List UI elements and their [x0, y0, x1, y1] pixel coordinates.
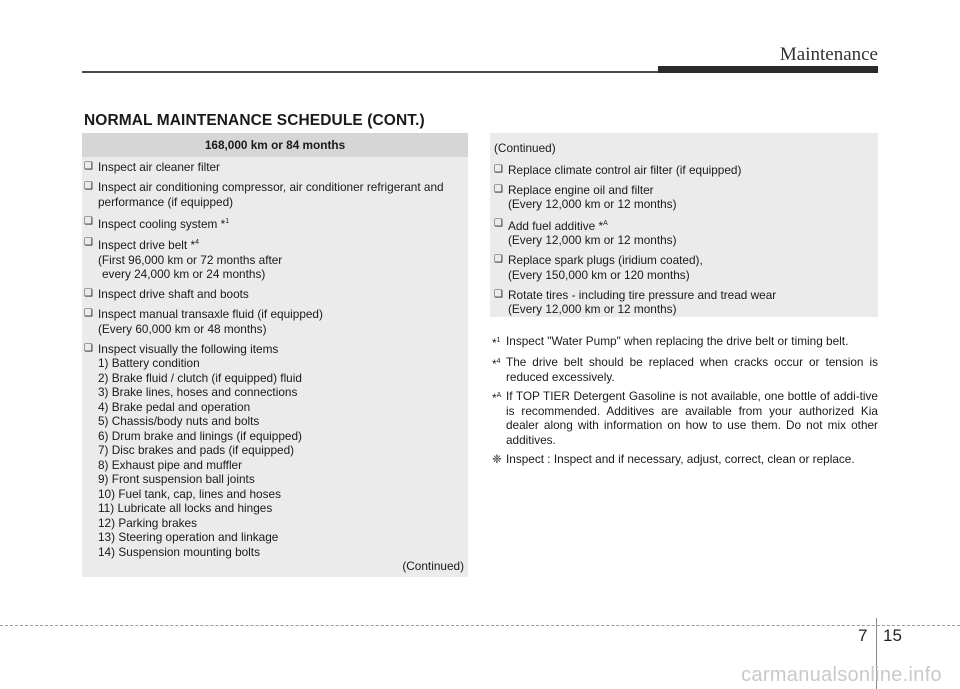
footnote-ref: 1: [496, 337, 501, 344]
page-number: 15: [883, 626, 902, 645]
continued-label: (Continued): [494, 141, 556, 155]
footnote-ref: A: [603, 220, 608, 227]
list-item: [84, 160, 462, 175]
list-item: [84, 236, 462, 281]
inspect-symbol-icon: ❈: [492, 452, 502, 467]
item-text: Inspect manual transaxle fluid (if equipped): [98, 307, 323, 322]
footnote-text: If TOP TIER Detergent Gasoline is not available, one bottle of addi-tive is recommended. Additives are available from your authorized Kia dealer along with information on how to use them. Do not mix other additives.: [506, 389, 878, 447]
footnote: [492, 355, 878, 384]
list-item: [494, 288, 872, 317]
sublist-item: 14) Suspension mounting bolts: [98, 544, 260, 559]
footnote-ref: 4: [496, 358, 501, 366]
footnote-text: The drive belt should be replaced when cracks occur or tension is reduced excessively.: [506, 355, 878, 384]
footnote: [492, 452, 878, 467]
sublist-item: 7) Disc brakes and pads (if equipped): [98, 443, 295, 458]
item-text: Inspect air cleaner filter: [98, 160, 220, 174]
list-item: [494, 217, 872, 248]
item-text: Inspect drive belt *: [98, 238, 196, 253]
maintenance-interval-panel: [82, 133, 468, 577]
item-text-cont: (Every 60,000 km or 48 months): [98, 321, 267, 336]
sublist-item: 9) Front suspension ball joints: [98, 472, 255, 487]
checkbox-icon: ❑: [494, 183, 503, 195]
checkbox-icon: ❑: [84, 308, 93, 320]
sublist-item: 3) Brake lines, hoses and connections: [98, 385, 298, 400]
sublist-item: 8) Exhaust pipe and muffler: [98, 457, 243, 472]
maintenance-continued-panel: [490, 133, 878, 317]
item-text-cont: (Every 12,000 km or 12 months): [508, 233, 677, 248]
sublist-item: 2) Brake fluid / clutch (if equipped) fluid: [98, 370, 302, 385]
item-text: Add fuel additive *: [508, 218, 604, 233]
item-text-cont: every 24,000 km or 24 months): [102, 267, 266, 282]
sublist-item: 4) Brake pedal and operation: [98, 399, 251, 414]
list-item: [494, 253, 872, 282]
item-text: Replace spark plugs (iridium coated),: [508, 253, 703, 268]
checkbox-icon: ❑: [494, 218, 503, 229]
checkbox-icon: ❑: [84, 181, 93, 192]
sublist-item: 10) Fuel tank, cap, lines and hoses: [98, 486, 281, 501]
item-text: Inspect air conditioning compressor, air conditioner refrigerant and: [98, 180, 444, 194]
header-rule: [82, 71, 682, 73]
footnote-mark: *: [492, 335, 497, 350]
footnote-ref: 4: [195, 239, 199, 247]
header-rule-accent: [658, 66, 878, 73]
checkbox-icon: ❑: [494, 163, 503, 175]
footnote: [492, 389, 878, 447]
checkbox-icon: ❑: [494, 288, 503, 300]
footnote-mark: *: [492, 357, 497, 372]
watermark: carmanualsonline.info: [741, 664, 942, 686]
item-text: Replace engine oil and filter: [508, 182, 654, 197]
footnote-text: Inspect : Inspect and if necessary, adjust, correct, clean or replace.: [506, 452, 855, 467]
checkbox-icon: ❑: [84, 288, 93, 300]
sublist-item: 12) Parking brakes: [98, 515, 198, 530]
checkbox-icon: ❑: [84, 342, 93, 354]
list-item: [84, 215, 462, 231]
footnote-mark: *: [492, 391, 497, 406]
list-item: [494, 183, 872, 212]
continued-label: (Continued): [402, 558, 464, 573]
item-text: Inspect drive shaft and boots: [98, 287, 249, 302]
item-text-cont: performance (if equipped): [98, 194, 234, 209]
item-text-cont: (Every 12,000 km or 12 months): [508, 197, 677, 211]
section-title: NORMAL MAINTENANCE SCHEDULE (CONT.): [84, 112, 425, 129]
sublist-item: 1) Battery condition: [98, 356, 200, 371]
sublist-item: 13) Steering operation and linkage: [98, 530, 279, 545]
list-item: [494, 163, 872, 178]
list-item: [84, 180, 462, 209]
chapter-header-title: Maintenance: [779, 44, 878, 65]
inspection-sublist: [98, 356, 462, 559]
footnote: [492, 334, 878, 350]
footnote-text: Inspect "Water Pump" when replacing the drive belt or timing belt.: [506, 334, 849, 348]
item-text-cont: (First 96,000 km or 72 months after: [98, 252, 283, 267]
sublist-item: 5) Chassis/body nuts and bolts: [98, 414, 260, 429]
checkbox-icon: ❑: [494, 254, 503, 266]
footer-rule: [0, 625, 960, 626]
item-text: Rotate tires - including tire pressure and tread wear: [508, 287, 777, 302]
chapter-number: 7: [858, 626, 868, 645]
item-text: Inspect cooling system *: [98, 216, 226, 231]
footnote-ref: A: [496, 392, 502, 400]
footnotes: [492, 334, 878, 472]
item-text-cont: (Every 150,000 km or 120 months): [508, 267, 690, 282]
list-item: [84, 287, 462, 302]
list-item: [84, 307, 462, 336]
sublist-item: 6) Drum brake and linings (if equipped): [98, 428, 302, 443]
footnote-ref: 1: [225, 217, 230, 225]
item-text: Inspect visually the following items: [98, 341, 279, 356]
interval-heading: 168,000 km or 84 months: [82, 133, 468, 157]
checkbox-icon: ❑: [84, 237, 93, 249]
list-item: [84, 342, 462, 560]
checkbox-icon: ❑: [84, 161, 93, 172]
sublist-item: 11) Lubricate all locks and hinges: [98, 501, 273, 516]
checkbox-icon: ❑: [84, 215, 93, 227]
item-text-cont: (Every 12,000 km or 12 months): [508, 302, 677, 317]
item-text: Replace climate control air filter (if equipped): [508, 162, 742, 177]
